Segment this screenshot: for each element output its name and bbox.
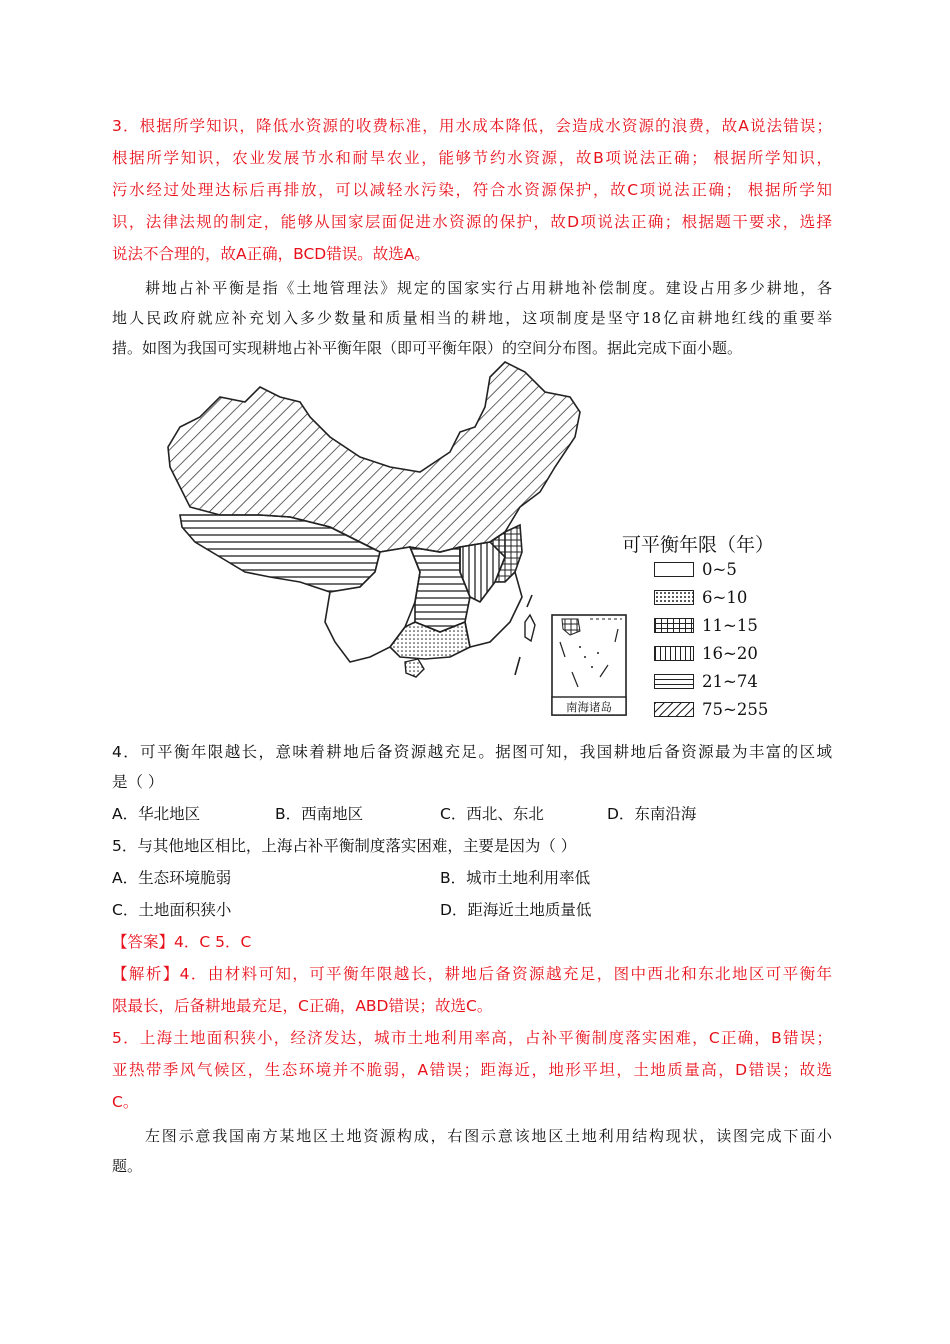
q4-option-b: B．西南地区: [275, 805, 364, 823]
q4-stem-line-1: 4．可平衡年限越长，意味着耕地后备资源越充足。据图可知，我国耕地后备资源最为丰富的区域: [112, 743, 832, 761]
dash-line-1: [515, 657, 520, 675]
answer3-line-4: 识，法律法规的制定，能够从国家层面促进水资源的保护，故D项说法正确；根据题干要求，选择: [112, 213, 832, 231]
intro1-line-3: 措。如图为我国可实现耕地占补平衡年限（即可平衡年限）的空间分布图。据此完成下面小题。: [112, 339, 743, 357]
legend-item-11-15: 11~15: [654, 616, 814, 636]
analysis-line-3: 5．上海土地面积狭小，经济发达，城市土地利用率高，占补平衡制度落实困难，C正确，B错误；: [112, 1029, 832, 1047]
q5-option-c: C．土地面积狭小: [112, 901, 232, 919]
legend-swatch-blank: [654, 562, 694, 577]
answer-line: [112, 932, 832, 952]
analysis-line-2: 限最长，后备耕地最充足，C正确，ABD错误；故选C。: [112, 997, 493, 1015]
q4-option-d: D．东南沿海: [607, 805, 697, 823]
intro2-line-1: 左图示意我国南方某地区土地资源构成，右图示意该地区土地利用结构现状，读图完成下面小: [145, 1127, 832, 1145]
answer3-line-1: 3．根据所学知识，降低水资源的收费标准，用水成本降低，会造成水资源的浪费，故A说法错误；: [112, 117, 832, 135]
legend-swatch-vertical: [654, 646, 694, 661]
inset-label: 南海诸岛: [566, 700, 612, 714]
answer3-line-5: 说法不合理的，故A正确，BCD错误。故选A。: [112, 245, 430, 263]
analysis-line-4: 亚热带季风气候区，生态环境并不脆弱，A错误；距海近，地形平坦，土地质量高，D错误；故选: [112, 1061, 832, 1079]
legend-item-75-255: 75~255: [654, 700, 814, 720]
answer3-line-3: 污水经过处理达标后再排放，可以减轻水污染，符合水资源保护，故C项说法正确； 根据所学知: [112, 181, 832, 199]
answer-text: 4．C 5．C: [174, 933, 252, 951]
analysis-line-1: 【解析】4．由材料可知，可平衡年限越长，耕地后备资源越充足，图中西北和东北地区可平衡年: [112, 965, 832, 983]
legend-title: 可平衡年限（年）: [622, 534, 775, 556]
hainan-island: [405, 659, 424, 677]
analysis-label: 【解析】: [112, 965, 180, 983]
legend-swatch-horizontal: [654, 674, 694, 689]
q4-option-c: C．西北、东北: [440, 805, 544, 823]
taiwan-island: [525, 615, 535, 641]
q5-option-d: D．距海近土地质量低: [440, 901, 592, 919]
legend-item-16-20: 16~20: [654, 644, 814, 664]
legend-swatch-grid: [654, 618, 694, 633]
q5-option-a: A．生态环境脆弱: [112, 869, 232, 887]
legend-item-0-5: 0~5: [654, 560, 814, 580]
legend-item-6-10: 6~10: [654, 588, 814, 608]
legend-swatch-diagonal: [654, 702, 694, 717]
china-map-figure: [160, 357, 630, 719]
answer-label: 【答案】: [112, 933, 175, 951]
intro1-line-1: 耕地占补平衡是指《土地管理法》规定的国家实行占用耕地补偿制度。建设占用多少耕地，各: [145, 279, 832, 297]
intro1-line-2: 地人民政府就应补充划入多少数量和质量相当的耕地，这项制度是坚守18亿亩耕地红线的重要举: [112, 309, 832, 327]
legend-item-21-74: 21~74: [654, 672, 814, 692]
analysis-line-5: C。: [112, 1093, 139, 1111]
legend-swatch-dots: [654, 590, 694, 605]
china-map: [160, 357, 630, 719]
answer3-line-2: 根据所学知识，农业发展节水和耐旱农业，能够节约水资源，故B项说法正确； 根据所学知识，: [112, 149, 832, 167]
intro2-line-2: 题。: [112, 1157, 143, 1175]
q4-option-a: A．华北地区: [112, 805, 201, 823]
q4-stem-line-2: 是（ ）: [112, 773, 164, 791]
q5-stem: 5．与其他地区相比，上海占补平衡制度落实困难，主要是因为（ ）: [112, 837, 577, 855]
q5-option-b: B．城市土地利用率低: [440, 869, 591, 887]
dash-line-2: [527, 595, 532, 607]
map-legend: [622, 530, 802, 720]
